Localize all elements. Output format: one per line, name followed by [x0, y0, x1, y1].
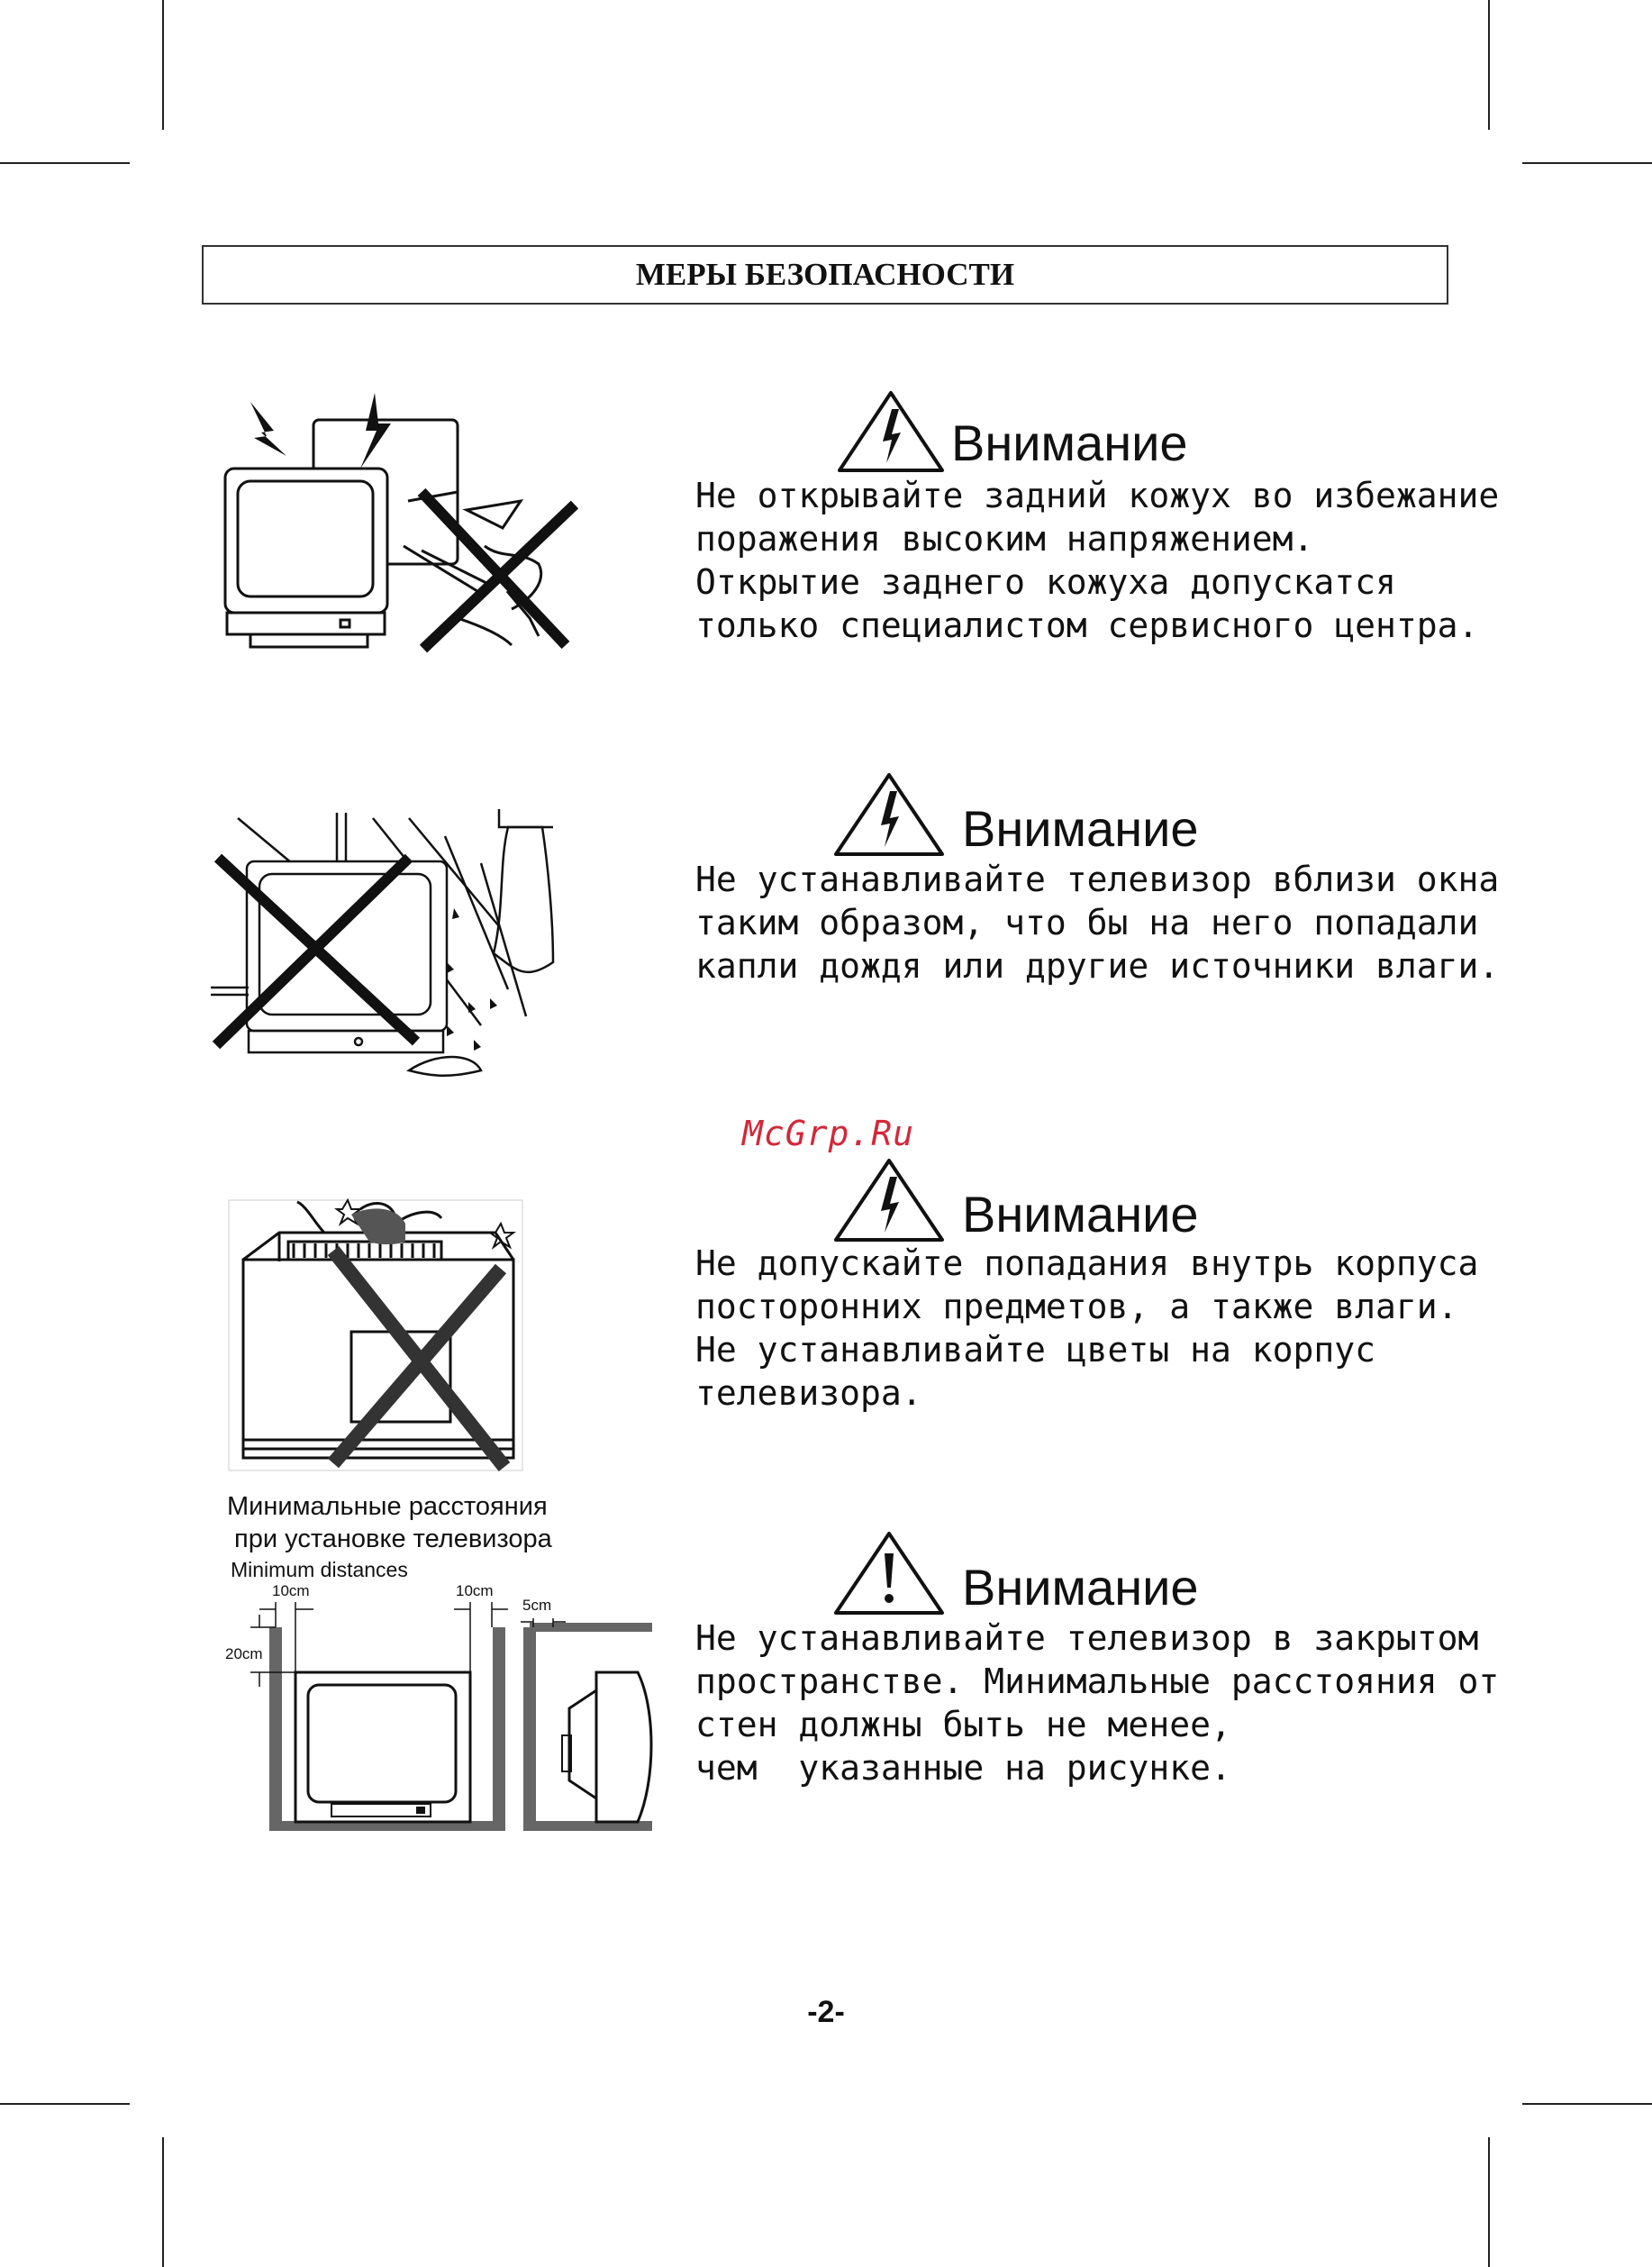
distance-label-back: 5cm	[522, 1597, 552, 1614]
crop-mark	[1488, 0, 1490, 130]
lightning-warning-icon	[832, 1157, 946, 1243]
crop-mark	[162, 0, 164, 130]
warning-heading-text: Внимание	[951, 414, 1188, 471]
tv-back-cover-illustration	[214, 393, 602, 660]
minimum-distances-figure	[223, 1582, 656, 1831]
watermark: McGrp.Ru	[742, 1114, 915, 1153]
warning-text-1: Не открывайте задний кожух во избежание поражения высоким напряжением. Открытие заднего кожуха допускатся только специалистом сервисного центра.	[695, 476, 1500, 645]
warning-heading-1	[836, 389, 1188, 474]
distances-caption: Минимальные расстояния при установке телевизора	[227, 1492, 552, 1553]
crop-mark	[1522, 162, 1652, 164]
warning-heading-text: Внимание	[962, 1559, 1199, 1616]
page-number: -2-	[807, 1995, 845, 2029]
distances-caption-en: Minimum distances	[231, 1558, 408, 1581]
page-title: МЕРЫ БЕЗОПАСНОСТИ	[635, 257, 1015, 292]
warning-heading-4	[832, 1530, 1199, 1616]
warning-heading-3	[832, 1157, 1199, 1243]
warning-text-2: Не устанавливайте телевизор вблизи окна таким образом, что бы на него попадали капли дождя или другие источники влаги.	[695, 860, 1500, 986]
distance-label-right: 10cm	[456, 1582, 494, 1599]
distance-label-left: 10cm	[272, 1582, 310, 1599]
crop-mark	[1522, 2103, 1652, 2105]
lightning-warning-icon	[836, 389, 946, 474]
warning-text-4: Не устанавливайте телевизор в закрытом пространстве. Минимальные расстояния от стен должны быть не менее, чем указанные на рисунке.	[695, 1618, 1500, 1788]
crop-mark	[0, 162, 130, 164]
crop-mark	[162, 2137, 164, 2267]
warning-heading-2	[832, 771, 1199, 858]
warning-text-3: Не допускайте попадания внутрь корпуса посторонних предметов, а также влаги. Не устанавливайте цветы на корпус телевизора.	[695, 1243, 1479, 1413]
distance-label-top: 20cm	[225, 1645, 263, 1662]
crop-mark	[1488, 2137, 1490, 2267]
lightning-warning-icon	[832, 771, 946, 858]
crop-mark	[0, 2103, 130, 2105]
warning-heading-text: Внимание	[962, 800, 1199, 857]
tv-foreign-objects-illustration	[225, 1197, 528, 1476]
warning-heading-text: Внимание	[962, 1186, 1199, 1243]
tv-near-window-illustration	[211, 809, 575, 1079]
page-title-box	[202, 245, 1448, 305]
exclamation-warning-icon	[832, 1530, 946, 1616]
